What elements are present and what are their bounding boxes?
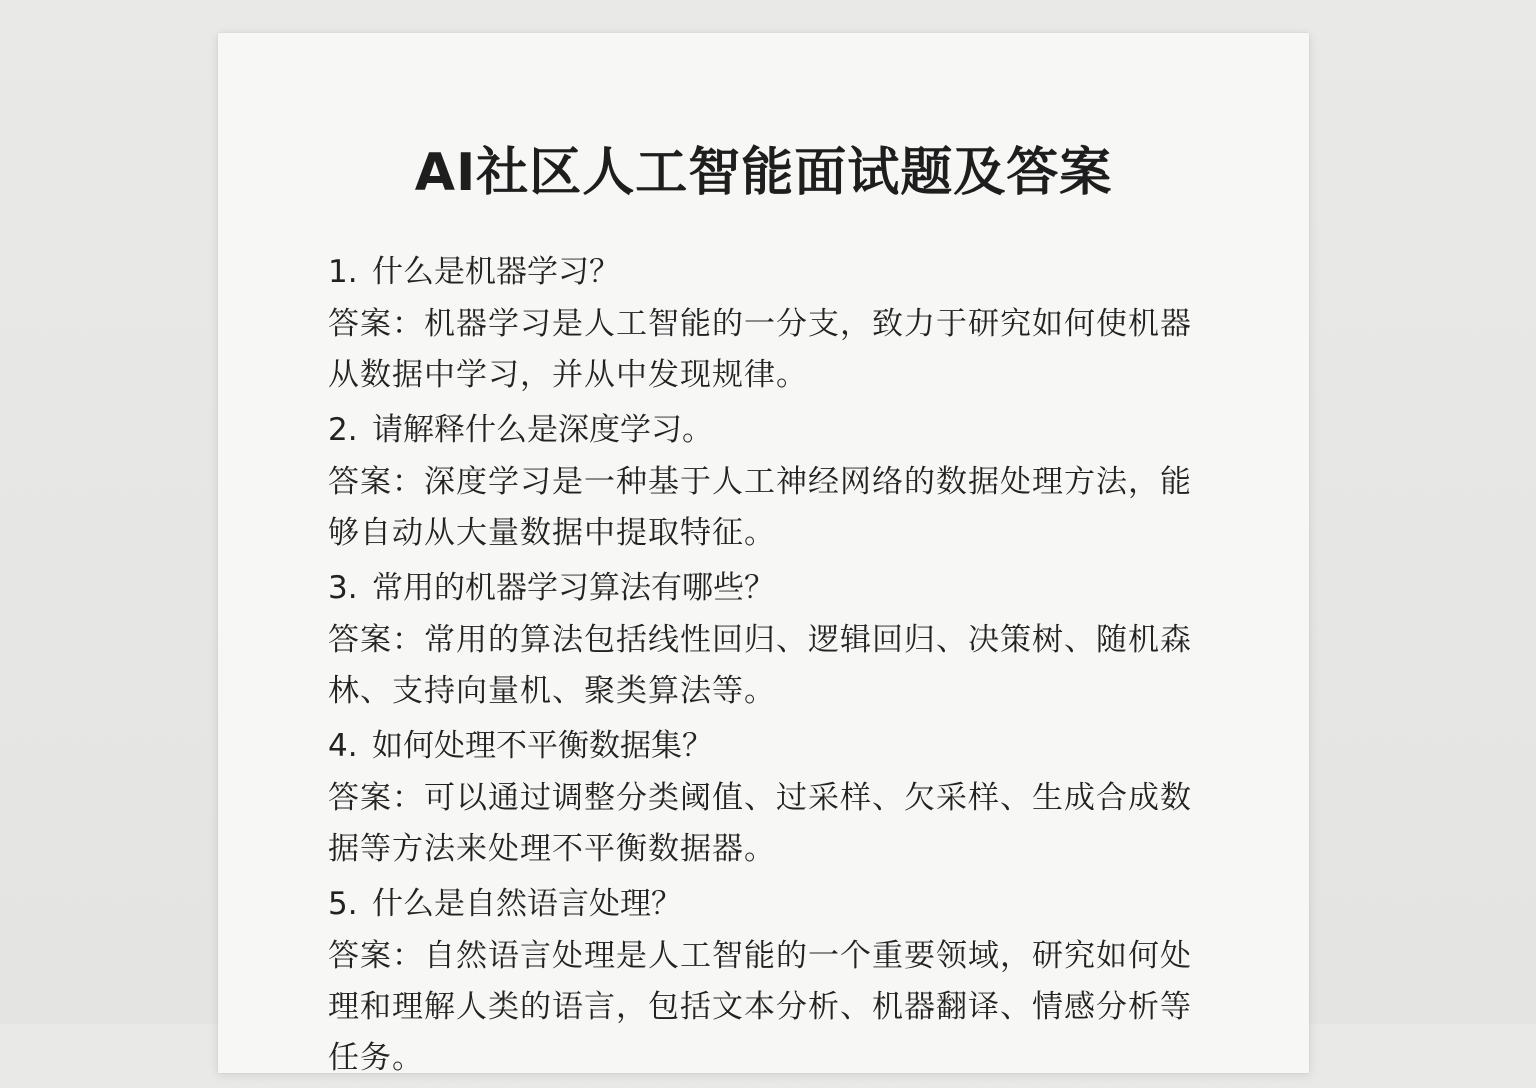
answer-text: 自然语言处理是人工智能的一个重要领域，研究如何处理和理解人类的语言，包括文本分析、机器翻译、情感分析等任务。: [328, 938, 1192, 1076]
question-number: 3.: [328, 570, 358, 606]
answer-label: 答案：: [328, 464, 424, 500]
qa-item-2: [328, 405, 1228, 559]
question-number: 2.: [328, 412, 358, 448]
answer: [328, 299, 1213, 401]
question-number: 4.: [328, 728, 358, 764]
answer: [328, 615, 1213, 717]
answer-text: 机器学习是人工智能的一分支，致力于研究如何使机器从数据中学习，并从中发现规律。: [328, 306, 1192, 393]
question-text: 常用的机器学习算法有哪些？: [372, 570, 775, 606]
document-page: [218, 33, 1309, 1076]
question: [328, 879, 1228, 930]
question-text: 如何处理不平衡数据集？: [372, 728, 713, 764]
qa-item-1: [328, 247, 1228, 401]
answer-label: 答案：: [328, 622, 424, 658]
answer-text: 常用的算法包括线性回归、逻辑回归、决策树、随机森林、支持向量机、聚类算法等。: [328, 622, 1192, 709]
document-title: AI社区人工智能面试题及答案: [414, 143, 1113, 203]
answer-text: 可以通过调整分类阈值、过采样、欠采样、生成合成数据等方法来处理不平衡数据器。: [328, 780, 1192, 867]
question: [328, 247, 1228, 298]
question-number: 5.: [328, 886, 358, 922]
answer: [328, 773, 1213, 875]
question: [328, 721, 1228, 772]
question: [328, 405, 1228, 456]
qa-list: [328, 247, 1228, 1088]
question-number: 1.: [328, 254, 358, 290]
answer-label: 答案：: [328, 938, 424, 974]
question: [328, 563, 1228, 614]
answer: [328, 457, 1213, 559]
answer: [328, 931, 1213, 1084]
qa-item-5: [328, 879, 1228, 1084]
qa-item-3: [328, 563, 1228, 717]
answer-label: 答案：: [328, 306, 424, 342]
answer-label: 答案：: [328, 780, 424, 816]
qa-item-4: [328, 721, 1228, 875]
answer-text: 深度学习是一种基于人工神经网络的数据处理方法，能够自动从大量数据中提取特征。: [328, 464, 1192, 551]
question-text: 什么是机器学习？: [372, 254, 620, 290]
question-text: 请解释什么是深度学习。: [372, 412, 713, 448]
question-text: 什么是自然语言处理？: [372, 886, 682, 922]
